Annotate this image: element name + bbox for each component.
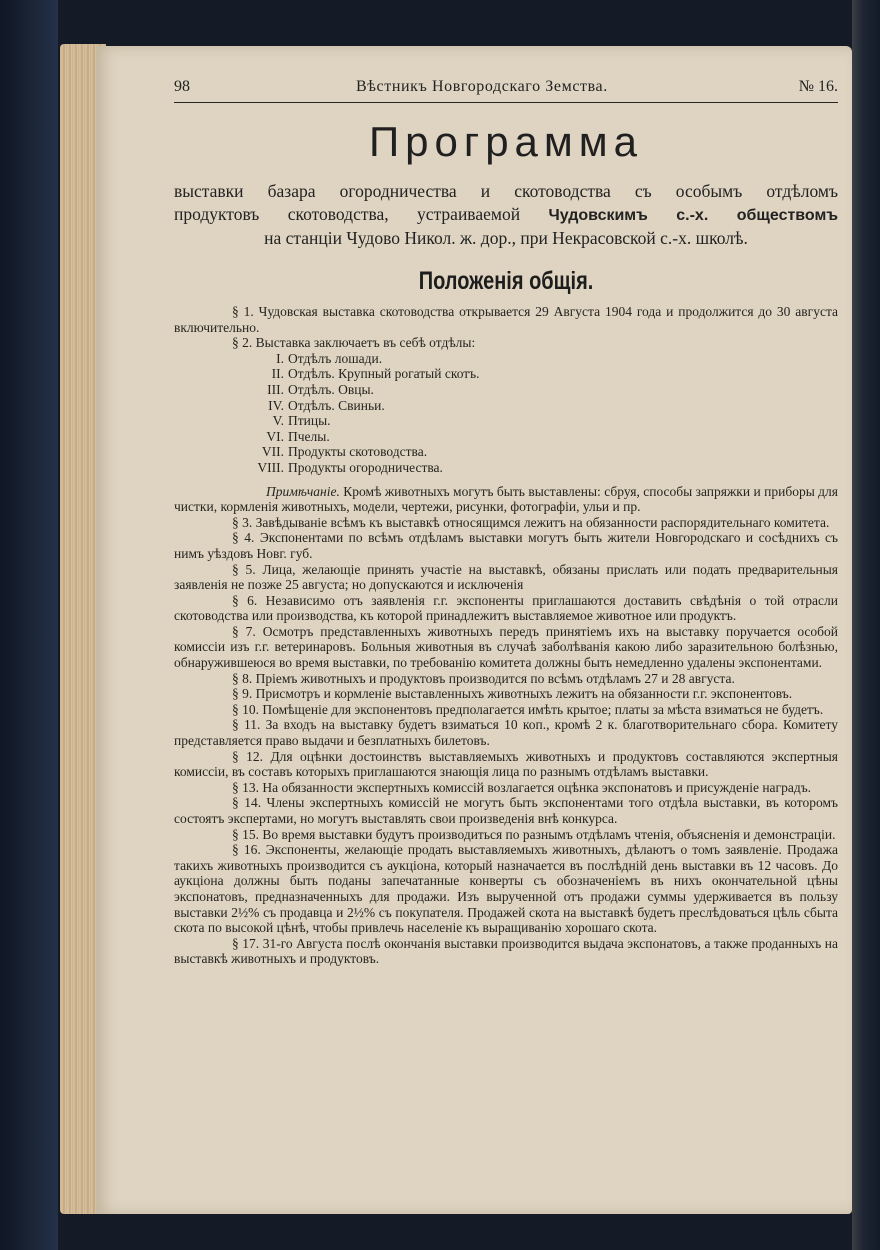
department-item <box>174 351 838 367</box>
department-list <box>174 351 838 476</box>
spacer <box>174 476 838 484</box>
department-number: I. <box>276 350 284 366</box>
department-number: IV. <box>268 397 284 413</box>
department-item <box>174 413 838 429</box>
department-item <box>174 460 838 476</box>
paragraph-5: § 5. Лица, желающіе принять участіе на выставкѣ, обязаны прислать или подать предварительныя заявленія не позже 25 августа; но допускаются и исключенія <box>174 561 838 593</box>
book-cover-right <box>852 0 880 1250</box>
document-title: Программа <box>368 118 644 165</box>
department-name: Отдѣлъ лошади. <box>288 350 383 366</box>
subtitle-line-2 <box>174 203 838 227</box>
paragraph-2: § 2. Выставка заключаетъ въ себѣ отдѣлы: <box>232 335 476 351</box>
book-cover-left <box>0 0 58 1250</box>
paragraph-4: § 4. Экспонентами по всѣмъ отдѣламъ выставки могутъ быть жители Новгородскаго и сосѣднихъ съ нимъ уѣздовъ Новг. губ. <box>174 530 838 561</box>
paragraph-15: § 15. Во время выставки будутъ производиться по разнымъ отдѣламъ чтенія, объясненія и демонстраціи. <box>232 826 836 842</box>
paragraph-11: § 11. За входъ на выставку будетъ взиматься 10 коп., кромѣ 2 к. благотворительнаго сбора. Комитету представляется право выдачи и безплатныхъ билетовъ. <box>174 717 838 749</box>
running-header <box>174 78 838 103</box>
department-item <box>174 398 838 414</box>
paragraph-10: § 10. Помѣщеніе для экспонентовъ предполагается имѣть крытое; платы за мѣста взиматься не будетъ. <box>232 701 824 717</box>
regulations-body <box>174 304 838 967</box>
paragraph-1: § 1. Чудовская выставка скотоводства открывается 29 Августа 1904 года и продолжится до 30 августа включительно. <box>174 304 838 335</box>
department-name: Продукты огородничества. <box>288 459 443 475</box>
paragraph-14: § 14. Члены экспертныхъ комиссій не могутъ быть экспонентами того отдѣла выставки, въ которомъ состоятъ экспертами, но могутъ выставлять свои произведенія внѣ конкурса. <box>174 795 838 826</box>
subtitle-line-1: выставки базара огородничества и скотоводства съ особымъ отдѣломъ <box>174 181 838 201</box>
paragraph-17: § 17. 31-го Августа послѣ окончанія выставки производится выдача экспонатовъ, а также проданныхъ на выставкѣ животныхъ и продуктовъ. <box>174 935 838 967</box>
department-number: VII. <box>261 444 284 460</box>
paragraph-13: § 13. На обязанности экспертныхъ комиссій возлагается оцѣнка экспонатовъ и присужденіе наградъ. <box>232 779 812 795</box>
department-name: Отдѣлъ. Крупный рогатый скотъ. <box>288 366 480 382</box>
department-item <box>174 444 838 460</box>
paragraph-9: § 9. Присмотръ и кормленіе выставленныхъ животныхъ лежитъ на обязанности г.г. экспонентовъ. <box>232 686 793 702</box>
department-name: Отдѣлъ. Овцы. <box>288 381 374 397</box>
department-name: Отдѣлъ. Свиньи. <box>288 397 385 413</box>
paragraph-16: § 16. Экспоненты, желающіе продать выставляемыхъ животныхъ, дѣлаютъ о томъ заявленіе. Продажа такихъ животныхъ производится съ аукціона, который назначается въ послѣдній день выставки въ 12 часовъ. До аукціона должны быть поданы запечатанные конверты съ обозначеніемъ въ нихъ окончательной цѣны экспонатовъ, предназначенныхъ для продажи. Изъ вырученной отъ продажи суммы удерживается въ пользу выставки 2½% съ продавца и 2½% съ покупателя. Продажей скота на выставкѣ будетъ преслѣдоваться цѣль сбыта скота по высокой цѣнѣ, чтобы привлечь населеніе къ выращиванію хорошаго скота. <box>174 842 838 936</box>
department-number: VI. <box>266 428 284 444</box>
paragraph-12: § 12. Для оцѣнки достоинствъ выставляемыхъ животныхъ и продуктовъ составляются экспертныя комиссіи, въ составъ которыхъ приглашаются знающія лица по разнымъ отдѣламъ выставки. <box>174 748 838 780</box>
subtitle-line-3: на станціи Чудово Никол. ж. дор., при Некрасовской с.-х. школѣ. <box>264 228 748 248</box>
department-name: Птицы. <box>288 413 331 429</box>
department-number: VIII. <box>257 459 284 475</box>
note-text: Кромѣ животныхъ могутъ быть выставлены: сбруя, способы запряжки и приборы для чистки, кормленія животныхъ, модели, чертежи, рисунки, фотографіи, ульи и пр. <box>174 483 838 515</box>
department-number: III. <box>267 381 284 397</box>
subtitle-line-2-text: продуктовъ скотоводства, устраиваемой <box>174 204 549 224</box>
paragraph-3: § 3. Завѣдываніе всѣмъ къ выставкѣ относящимся лежитъ на обязанности распорядительнаго комитета. <box>232 514 830 530</box>
paragraph-6: § 6. Независимо отъ заявленія г.г. экспоненты приглашаются доставить свѣдѣнія о той отрасли скотоводства или производства, къ которой принадлежитъ выставляемое животное или продуктъ. <box>174 592 838 624</box>
page-number: 98 <box>174 78 190 95</box>
issue-number: № 16. <box>798 78 838 95</box>
society-name: Чудовскимъ с.-х. обществомъ <box>548 207 838 224</box>
section-title: Положенія общія. <box>418 267 594 295</box>
department-name: Продукты скотоводства. <box>288 444 428 460</box>
note-label: Примѣчаніе. <box>266 483 340 499</box>
department-number: II. <box>271 366 284 382</box>
department-number: V. <box>272 413 284 429</box>
department-name: Пчелы. <box>288 428 330 444</box>
paragraph-8: § 8. Пріемъ животныхъ и продуктовъ производится по всѣмъ отдѣламъ 27 и 28 августа. <box>232 670 735 686</box>
document-subtitle <box>174 180 838 250</box>
department-item <box>174 429 838 445</box>
note <box>174 484 838 515</box>
journal-title: Вѣстникъ Новгородскаго Земства. <box>356 78 608 95</box>
department-item <box>174 382 838 398</box>
paragraph-7: § 7. Осмотръ представленныхъ животныхъ передъ принятіемъ ихъ на выставку поручается особой комиссіи изъ г.г. ветеринаровъ. Больныя животныя въ случаѣ заболѣванія какою либо заразительною болѣзнью, обнаружившеюся во время выставки, по требованію комитета должны быть немедленно удалены экспонентами. <box>174 623 838 671</box>
department-item <box>174 366 838 382</box>
